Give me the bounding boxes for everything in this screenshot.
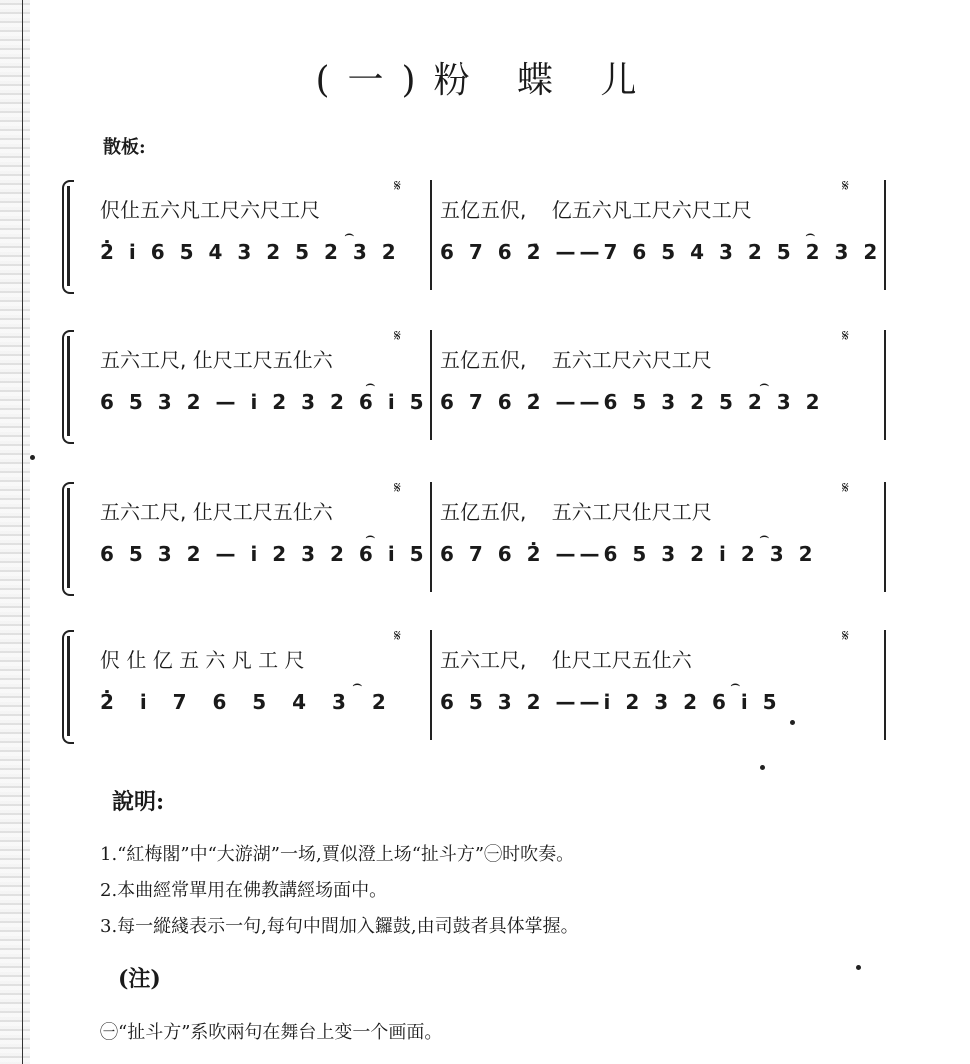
- fermata-icon: ⌢: [365, 374, 376, 393]
- scan-left-edge: [0, 0, 30, 1064]
- segno-sign-icon: 𝄋: [394, 176, 401, 195]
- tempo-marking: 散板:: [103, 137, 146, 158]
- barline: [430, 482, 432, 592]
- gongche-line: 五亿五伬, 五六工尺仩尺工尺: [440, 500, 712, 524]
- gongche-line: 五亿五伬, 亿五六凡工尺六尺工尺: [440, 198, 752, 222]
- jianpu-line: 6 7 6 2̇ ——6 5 3 2 5 2 3 2: [440, 390, 824, 414]
- note-item: 2.本曲經常單用在佛教講經场面中。: [100, 880, 388, 901]
- segno-sign-icon: 𝄋: [842, 176, 849, 195]
- gongche-line: 五六工尺, 仩尺工尺五仩六: [440, 648, 692, 672]
- jianpu-line: 6 7 6 2̇ ——6 5 3 2 i̇ 2 3 2: [440, 542, 817, 566]
- jianpu-line: 6 5 3 2 — i̇ 2 3 2 6 i̇ 5: [100, 542, 428, 566]
- barline: [430, 330, 432, 440]
- barline: [884, 482, 886, 592]
- notes-heading: 說明:: [112, 789, 165, 815]
- score-system-1: [62, 176, 892, 298]
- gongche-line: 五六工尺, 仩尺工尺五仩六: [100, 500, 333, 524]
- page-border-line: [22, 0, 23, 1064]
- annotation-heading: (注): [118, 966, 161, 992]
- system-brace: [62, 482, 74, 596]
- fermata-icon: ⌢: [759, 526, 770, 545]
- fermata-icon: ⌢: [352, 674, 363, 693]
- gongche-line: 五亿五伬, 五六工尺六尺工尺: [440, 348, 712, 372]
- segno-sign-icon: 𝄋: [842, 626, 849, 645]
- system-brace: [62, 330, 74, 444]
- barline: [884, 180, 886, 290]
- fermata-icon: ⌢: [805, 224, 816, 243]
- jianpu-line: 6 5 3 2 ——i̇ 2 3 2 6 i̇ 5: [440, 690, 781, 714]
- scan-speck: [790, 720, 795, 725]
- jianpu-line: 2̇ i̇ 7 6 5 4 3 2: [100, 690, 390, 714]
- segno-sign-icon: 𝄋: [394, 626, 401, 645]
- barline: [884, 330, 886, 440]
- system-brace: [62, 180, 74, 294]
- gongche-line: 五六工尺, 仩尺工尺五仩六: [100, 348, 333, 372]
- annotation-text: ㊀“扯斗方”系吹兩句在舞台上变一个画面。: [100, 1022, 443, 1043]
- jianpu-line: 6 7 6 2̇ ——7 6 5 4 3 2 5 2 3 2: [440, 240, 882, 264]
- scan-speck: [760, 765, 765, 770]
- system-brace: [62, 630, 74, 744]
- note-item: 1.“紅梅閣”中“大游湖”一场,賈似澄上场“扯斗方”㊀时吹奏。: [100, 844, 575, 865]
- fermata-icon: ⌢: [344, 224, 355, 243]
- score-system-4: [62, 626, 892, 748]
- fermata-icon: ⌢: [730, 674, 741, 693]
- segno-sign-icon: 𝄋: [394, 478, 401, 497]
- jianpu-line: 6 5 3 2 — i̇ 2 3 2 6 i̇ 5: [100, 390, 428, 414]
- scan-speck: [856, 965, 861, 970]
- note-item: 3.每一縱綫表示一句,每句中間加入鑼鼓,由司鼓者具体掌握。: [100, 916, 579, 937]
- jianpu-line: 2̇ i̇ 6 5 4 3 2 5 2 3 2: [100, 240, 400, 264]
- segno-sign-icon: 𝄋: [842, 478, 849, 497]
- barline: [884, 630, 886, 740]
- barline: [430, 630, 432, 740]
- barline: [430, 180, 432, 290]
- score-system-2: [62, 326, 892, 448]
- scan-speck: [30, 455, 35, 460]
- gongche-line: 伬仩五六凡工尺六尺工尺: [100, 198, 320, 222]
- segno-sign-icon: 𝄋: [842, 326, 849, 345]
- score-system-3: [62, 478, 892, 600]
- fermata-icon: ⌢: [365, 526, 376, 545]
- fermata-icon: ⌢: [759, 374, 770, 393]
- gongche-line: 伬 仩 亿 五 六 凡 工 尺: [100, 648, 305, 672]
- page-title: (一)粉 蝶 儿: [315, 60, 655, 101]
- segno-sign-icon: 𝄋: [394, 326, 401, 345]
